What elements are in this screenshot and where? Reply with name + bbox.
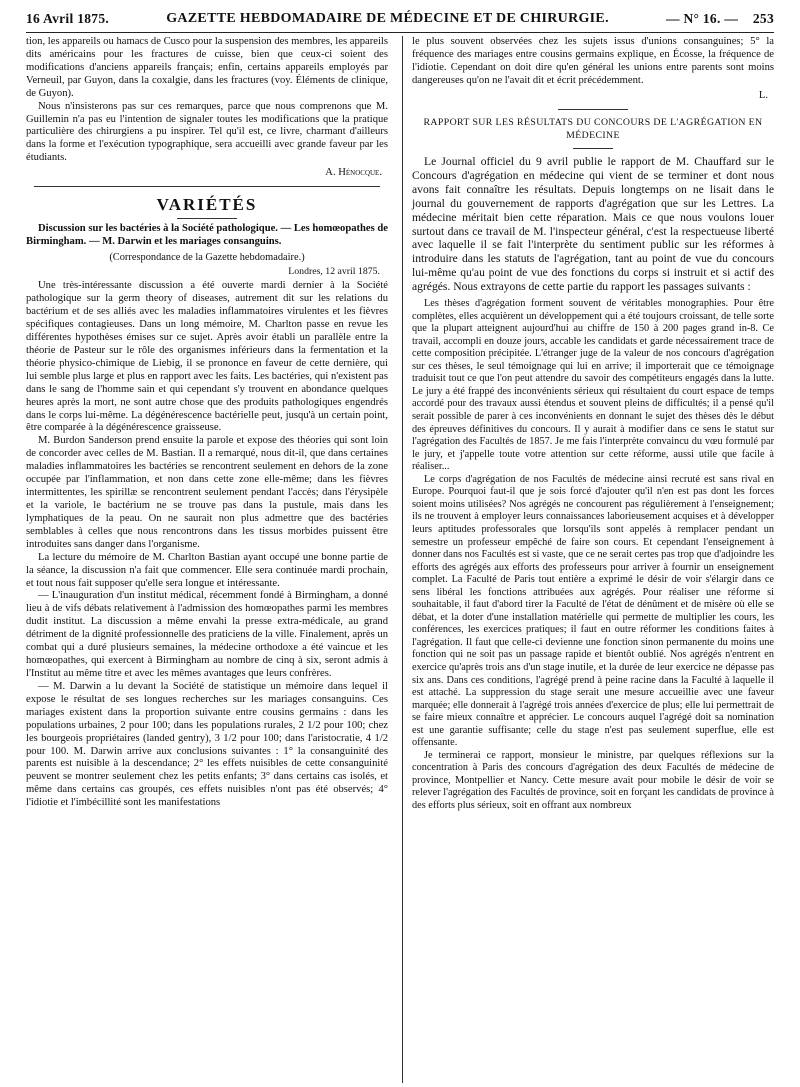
right-column xyxy=(402,36,774,1083)
journal-title: GAZETTE HEBDOMADAIRE DE MÉDECINE ET DE CHIRURGIE. xyxy=(166,11,609,26)
page-header xyxy=(26,8,774,30)
rapport-intro: Le Journal officiel du 9 avril publie le rapport de M. Chauffard sur le Concours d'agrégation en médecine qui vient de se terminer et dont nous avons fait connaître les résultats. Depuis longtemps on ne lisait dans le journal du gouvernement de rapports d'agrégation que sur les Lettres. La médecine méritait bien cette réparation. Mais ce que nous voulons louer surtout dans ce travail de M. l'inspecteur général, c'est la respectueuse liberté avec laquelle il se fait l'interprète du sentiment public sur les réformes à introduire dans les statuts de l'agrégation, tant au point de vue du concours lui-même qu'au point de vue des fonctions du corps si instruit et si actif des agrégés. Nous extrayons de cette partie du rapport les passages suivants : xyxy=(412,155,774,294)
header-rule xyxy=(26,32,774,33)
title-underline xyxy=(573,148,613,149)
short-divider xyxy=(558,109,628,110)
quote-paragraph-1: Les thèses d'agrégation forment souvent de véritables monographies. Pour être complètes, elles acquièrent un développement qui a été toujours croissant, de telle sorte que la plupart atteignent aujourd'hui au chiffre de 150 à 200 pages grand in-8. Ce travail, accompli en douze jours, accable les candidats et garde nécessairement trace de cette composition précipitée. L'étranger juge de la valeur de nos concours d'agrégation sur ces thèses, le seul témoignage qui lui en arrive; il importerait que ce témoignage traduisit tout ce que l'on peut attendre du savoir des compétiteurs engagés dans la lutte. Le jury a été frappé des inconvénients sérieux qui résultaient du court espace de temps accordé pour des travaux aussi étendus et souvent pleins de difficultés; il a pensé qu'il serait possible de parer à ces inconvénients en donnant le sujet des thèses dès le début des épreuves définitives du concours. Il y aurait à modifier dans ce sens le statut sur l'agrégation des Facultés de 1857. Je me fais l'interprète convaincu du vœu formulé par le jury, et j'appelle toute votre attention sur cette réforme, aussi utile que facile à réaliser... xyxy=(412,298,774,473)
section-divider xyxy=(34,186,380,187)
section-title-varietes: VARIÉTÉS xyxy=(26,195,388,219)
left-column xyxy=(26,36,388,1083)
letter-signature: L. xyxy=(758,89,768,101)
quote-paragraph-2: Le corps d'agrégation de nos Facultés de médecine ainsi recruté est sans rival en Europe. Pourquoi faut-il que je sois forcé d'ajouter qu'il n'en est pas dont les forces soient moins utilisées? Nos agrégés ne concourent pas régulièrement à l'enseignement; ils ne trouvent à employer leurs connaissances laborieusement acquises et à développer leurs aptitudes professorales que lorsqu'ils sont appelés à remplacer pendant un semestre un professeur empêché de faire son cours. Et cependant l'enseignement à donner dans nos Facultés est si vaste, que ce ne serait certes pas trop que d'adjoindre les efforts des agrégés aux efforts des professeurs pour arriver à fournir un enseignement complet. La Faculté de Paris tout entière a exprimé le désir de voir s'élargir dans ce sens libéral les fonctions attribuées aux agrégés. Pour réaliser une réforme si souhaitable, il faut d'abord tirer la Faculté de l'état de dénûment et de misère où elle se débat, et la doter d'une installation matérielle qui permette de multiplier les cours, les conférences, les exercices pratiques; il faut en outre réformer les conditions faites à l'agrégation. Il faut que celle-ci devienne une fonction sinon permanente du moins une fonction qui ne soit pas un passage rapide et bientôt oublié. Nos agrégés n'entrent en exercice qu'après trois ans d'un stage inutile, et la durée de leur exercice ne dépasse pas six ans. Dans ces conditions, l'agrégé prend à peine racine dans la Faculté à laquelle il est attaché. La suppression du stage serait une mesure accueillie avec une faveur marquée; elle donnerait à l'agrégé trois années d'exercice de plus; elle lui permettrait de se faire mieux connaître et apprécier. Le concours auquel l'agrégé doit sa nomination est une garantie suffisante; celle du stage n'est pas seulement superflue, elle est offensante. xyxy=(412,473,774,749)
rapport-intro-block xyxy=(412,155,774,294)
rapport-title: RAPPORT SUR LES RÉSULTATS DU CONCOURS DE L'AGRÉGATION EN MÉDECINE xyxy=(423,116,763,141)
header-right xyxy=(666,11,774,27)
review-signature: A. Hénocque. xyxy=(325,167,382,179)
article-paragraph-1: Une très-intéressante discussion a été ouverte mardi dernier à la Société pathologique sur la germ theory of diseases, autrement dit sur les relations du bactérium et de ses alliés avec les maladies inflammatoires virulentes et les fièvres spécifiques contagieuses. Dans un long mémoire, M. Charlton passe en revue les différentes hypothèses émises sur ce sujet. Après avoir établi un parallèle entre la théorie de Pasteur sur le rôle des organismes inférieurs dans la fermentation et la théorie physico-chimique de Liebig, il se prononce en faveur de cette dernière, qui lui semble plus large et plus en rapport avec les faits. Les bactéries, qui n'existent pas dans le sang de l'homme sain et qui cependant s'y trouvent en abondance quelques heures après la mort, ne sont autre chose que des produits pathologiques engendrés dans le corps lui-même. La dégénérescence bactérielle peut, jusqu'à un certain point, être comparée à la dégénérescence graisseuse. xyxy=(26,280,388,434)
quote-paragraph-3: Je terminerai ce rapport, monsieur le ministre, par quelques réflexions sur la concentration à Paris des concours d'agrégation des deux Facultés de médecine de province, Montpellier et Nancy. Cette mesure avait pour mobile le désir de voir se relever l'agrégation des Facultés de province, soit en forçant les candidats de province à des efforts plus sérieux, soit en offrant aux nombreux xyxy=(412,749,774,811)
article-paragraph-3: La lecture du mémoire de M. Charlton Bastian ayant occupé une bonne partie de la séance, la discussion n'a fait que commencer. Elle sera continuée mardi prochain, et tout nous fait supposer qu'elle sera longue et intéressante. xyxy=(26,551,388,589)
article-paragraph-5: — M. Darwin a lu devant la Société de statistique un mémoire dans lequel il expose le résultat de ses longues recherches sur les mariages consanguins. Ces mariages existent dans la proportion suivante entre cousins germains : dans les populations urbaines, 2 pour 100; dans les populations rurales, 2 1/2 pour 100; chez les bourgeois propriétaires (landed gentry), 3 1/2 pour 100; dans l'aristocratie, 4 1/2 pour 100. M. Darwin arrive aux conclusions suivantes : 1° la consanguinité des parents est nuisible à la descendance; 2° les effets nuisibles de cette consanguinité peuvent se montrer seulement chez les petits enfants; 3° dans certains cas isolés, et même dans certains cas groupés, ces effets nuisibles n'ont pas été observés; 4° l'idiotie et l'imbécillité sont les manifestations xyxy=(26,680,388,809)
article-paragraph-2: M. Burdon Sanderson prend ensuite la parole et expose des théories qui sont loin de concorder avec celles de M. Bastian. Il a remarqué, nous dit-il, que dans certaines maladies inflammatoires les bactéries se rencontrent seulement en dehors de la zone occupée par l'inflammation, et non dans cette zone elle-même; dans les fièvres intermittentes, les spirillæ se rencontrent seulement pendant l'accès; dans l'érysipèle et la variole, le bactérium ne se trouve pas dans la pustule, mais dans les lymphatiques de la peau. On ne saurait non plus admettre que des bactéries semblables à celles que nous rencontrons dans les tissus morbides puissent être introduites sans danger dans l'organisme. xyxy=(26,435,388,550)
text-columns xyxy=(26,36,774,1083)
article-paragraph-4: — L'inauguration d'un institut médical, récemment fondé à Birmingham, a donné lieu à de vifs débats relativement à l'admission des homœopathes parmi les membres dudit institut. La discussion a même envahi la presse extra-médicale, au grand détriment de la dignité professionnelle des praticiens de la ville. Finalement, après un combat qui a duré plusieurs semaines, la médecine orthodoxe a été vaincue et les homœopathes, qui exercent à Birmingham au nombre de cinq à six, seront admis à l'Institut au même titre et avec les mêmes avantages que leurs confrères. xyxy=(26,590,388,679)
correspondence-line: (Correspondance de la Gazette hebdomadaire.) xyxy=(109,251,305,263)
page-number: 253 xyxy=(752,11,774,26)
varietes-subhead: Discussion sur les bactéries à la Société pathologique. — Les homœopathes de Birmingham. — M. Darwin et les mariages consanguins. xyxy=(26,222,388,247)
intro-paragraph: tion, les appareils ou hamacs de Cusco pour la suspension des membres, les appareils dits américains pour les fractures de cuisse, bien que ceux-ci soient des modifications d'anciens appareils français; enfin, certains appareils employés par Verneuil, par Guyon, dans la coxalgie, dans les fractures (voy. Éléments de clinique, de Guyon). xyxy=(26,36,388,99)
dateline: Londres, 12 avril 1875. xyxy=(288,266,380,278)
header-date: 16 Avril 1875. xyxy=(26,11,110,26)
review-paragraph: Nous n'insisterons pas sur ces remarques, parce que nous comprenons que M. Guillemin n'a pas eu l'intention de signaler toutes les modifications que la pratique particulière des chirurgiens a pu inspirer. Tel qu'il est, ce livre, charmant d'ailleurs dans la forme et l'exécution typographique, sera accueilli avec grande faveur par les étudiants. xyxy=(26,100,388,164)
continuation-paragraph: le plus souvent observées chez les sujets issus d'unions consanguines; 5° la fréquence des mariages entre cousins germains explique, en Écosse, la fréquence de l'idiotie. Cependant on doit dire qu'en général les unions entre parents sont moins dangereuses qu'on ne l'avait dit et écrit précédemment. xyxy=(412,36,774,86)
issue-number: — N° 16. — xyxy=(665,11,739,26)
